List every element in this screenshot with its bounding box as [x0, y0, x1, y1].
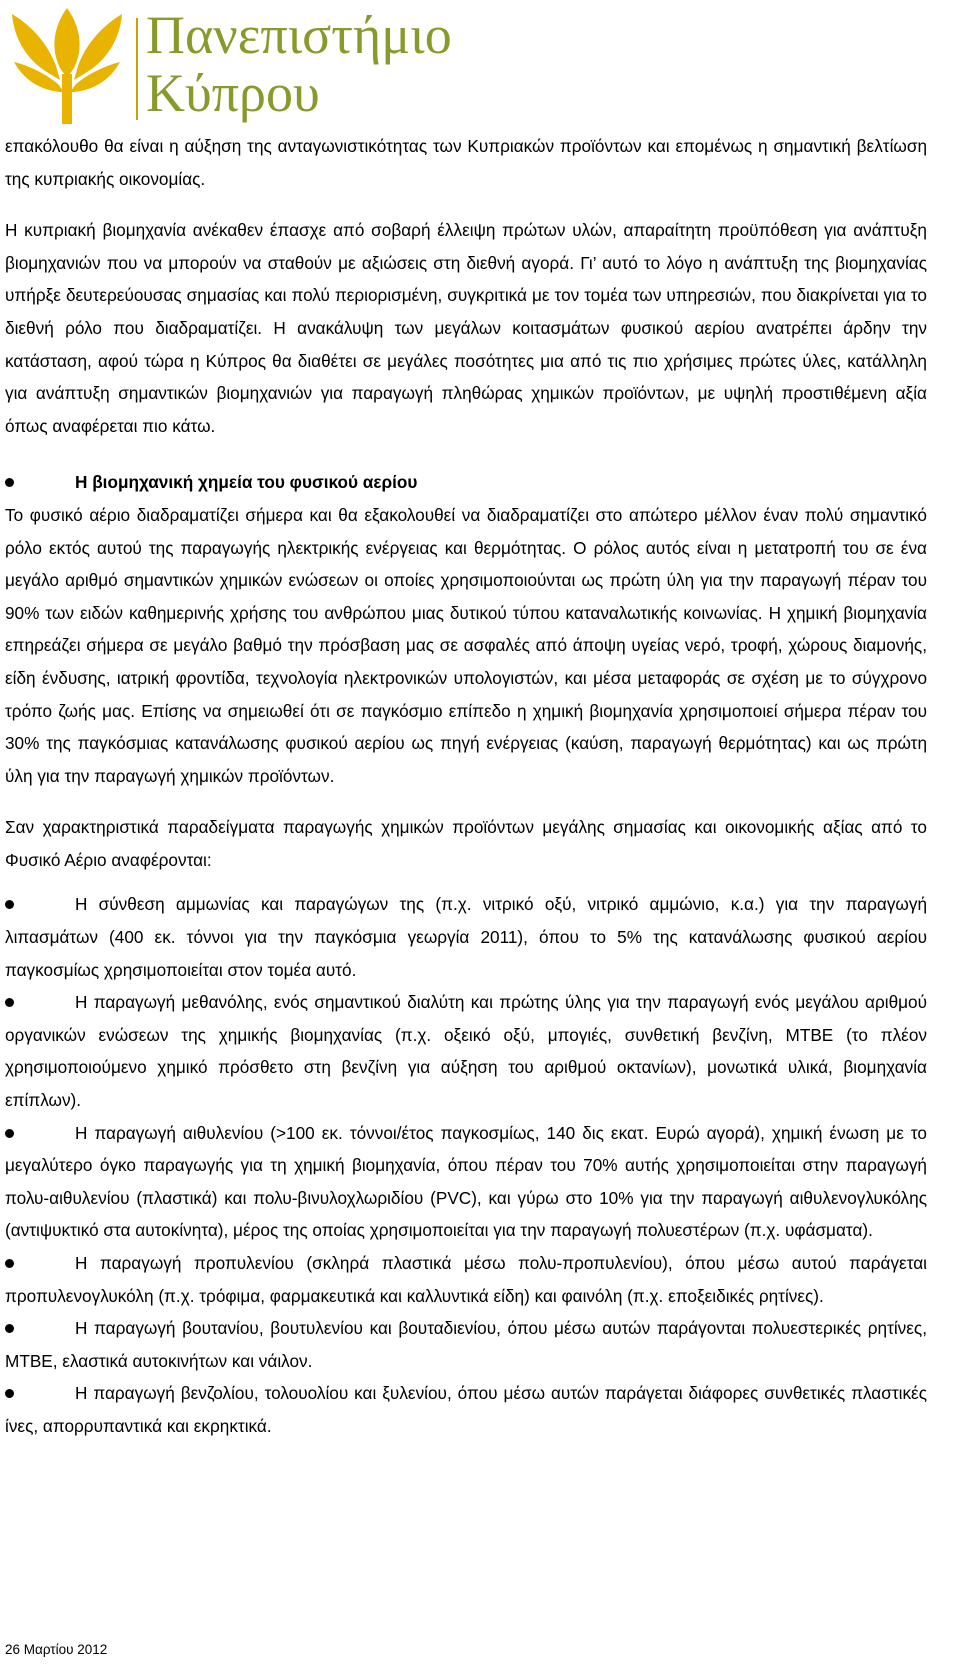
- university-name: [146, 6, 452, 122]
- university-logo-icon: [4, 4, 130, 128]
- examples-intro: Σαν χαρακτηριστικά παραδείγματα παραγωγής χημικών προϊόντων μεγάλης σημασίας και οικονομικής αξίας από το Φυσικό Αέριο αναφέρονται:: [5, 817, 927, 870]
- logo-divider: [136, 18, 138, 120]
- intro-paragraph: επακόλουθο θα είναι η αύξηση της ανταγωνιστικότητας των Κυπριακών προϊόντων και επομένως η σημαντική βελτίωση της κυπριακής οικονομίας.: [5, 136, 927, 189]
- list-item: Η παραγωγή βουτανίου, βουτυλενίου και βουταδιενίου, όπου μέσω αυτών παράγονται πολυεστερικές ρητίνες, MTBE, ελαστικά αυτοκινήτων και νάιλον.: [5, 1318, 927, 1371]
- list-item: Η παραγωγή βενζολίου, τολουολίου και ξυλενίου, όπου μέσω αυτών παράγεται διάφορες συνθετικές πλαστικές ίνες, απορρυπαντικά και εκρηκτικά.: [5, 1383, 927, 1436]
- logo-line-1: Πανεπιστήμιο: [146, 5, 452, 65]
- list-item: Η σύνθεση αμμωνίας και παραγώγων της (π.χ. νιτρικό οξύ, νιτρικό αμμώνιο, κ.α.) για την παραγωγή λιπασμάτων (400 εκ. τόννοι για την παγκόσμια γεωργία 2011), όπου το 5% της κατανάλωσης φυσικού αερίου παγκοσμίως χρησιμοποιείται στον τομέα αυτό.: [5, 894, 927, 980]
- bullet-icon: [5, 1324, 14, 1333]
- industry-paragraph: Η κυπριακή βιομηχανία ανέκαθεν έπασχε από σοβαρή έλλειψη πρώτων υλών, απαραίτητη προϋπόθεση για ανάπτυξη βιομηχανιών που να μπορούν να σταθούν με αξιώσεις στη διεθνή αγορά. Γι’ αυτό το λόγο η ανάπτυξη της βιομηχανίας υπήρξε δευτερεύουσας σημασίας και πολύ περιορισμένη, συγκριτικά με τον τομέα των υπηρεσιών, που διακρίνεται για το διεθνή ρόλο που διαδραματίζει. Η ανακάλυψη των μεγάλων κοιτασμάτων φυσικού αερίου ανατρέπει άρδην την κατάσταση, αφού τώρα η Κύπρος θα διαθέτει σε μεγάλες ποσότητες μια από τις πιο χρήσιμες πρώτες ύλες, κατάλληλη για ανάπτυξη σημαντικών βιομηχανιών για παραγωγή πληθώρας χημικών προϊόντων, με υψηλή προστιθέμενη αξία όπως αναφέρεται πιο κάτω.: [5, 220, 927, 436]
- bullet-icon: [5, 998, 14, 1007]
- footer-date: 26 Μαρτίου 2012: [5, 1642, 108, 1657]
- bullet-icon: [5, 1389, 14, 1398]
- list-item: Η παραγωγή αιθυλενίου (>100 εκ. τόννοι/έτος παγκοσμίως, 140 δις εκατ. Ευρώ αγορά), χημική ένωση με το μεγαλύτερο όγκο παραγωγής για τη χημική βιομηχανία, όπου πέραν του 70% αυτής χρησιμοποιείται στην παραγωγή πολυ-αιθυλενίου (πλαστικά) και πολυ-βινυλοχλωριδίου (PVC), και γύρω στο 10% για την παραγωγή αιθυλενογλυκόλης (αντιψυκτικό στα αυτοκίνητα), μέρος της οποίας χρησιμοποιείται για την παραγωγή πολυεστέρων (π.χ. υφάσματα).: [5, 1122, 927, 1241]
- bullet-icon: [5, 1129, 14, 1138]
- chemistry-paragraph: Το φυσικό αέριο διαδραματίζει σήμερα και θα εξακολουθεί να διαδραματίζει στο απώτερο μέλλον έναν πολύ σημαντικό ρόλο εκτός αυτού της παραγωγής ηλεκτρικής ενέργειας και θερμότητας. Ο ρόλος αυτός είναι η μετατροπή του σε ένα μεγάλο αριθμό σημαντικών χημικών ενώσεων οι οποίες χρησιμοποιούνται ως πρώτη ύλη για την παραγωγή πέραν του 90% των ειδών καθημερινής χρήσης του ανθρώπου μιας δυτικού τύπου καταναλωτικής κοινωνίας. Η χημική βιομηχανία επηρεάζει σήμερα σε μεγάλο βαθμό την πρόσβαση μας σε ασφαλές από άποψη υγείας νερό, τροφή, χώρους διαμονής, είδη ένδυσης, ιατρική φροντίδα, τεχνολογία ηλεκτρονικών υπολογιστών, και μέσα μεταφοράς σε σχέση με το σύγχρονο τρόπο ζωής μας. Επίσης να σημειωθεί ότι σε παγκόσμιο επίπεδο η χημική βιομηχανία χρησιμοποιεί σήμερα πέραν του 30% της παγκόσμιας κατανάλωσης φυσικού αερίου ως πηγή ενέργειας (καύση, παραγωγή θερμότητας) και ως πρώτη ύλη για την παραγωγή χημικών προϊόντων.: [5, 504, 927, 786]
- examples-list: [5, 888, 927, 1442]
- bullet-icon: [5, 900, 14, 909]
- list-item: Η παραγωγή προπυλενίου (σκληρά πλαστικά μέσω πολυ-προπυλενίου), όπου μέσω αυτού παράγεται προπυλενογλυκόλη (π.χ. τρόφιμα, φαρμακευτικά και καλλυντικά είδη) και φαινόλη (π.χ. εποξειδικές ρητίνες).: [5, 1253, 927, 1306]
- logo-line-2: Κύπρου: [146, 63, 320, 123]
- page-header: [4, 4, 474, 128]
- list-item: Η παραγωγή μεθανόλης, ενός σημαντικού διαλύτη και πρώτης ύλης για την παραγωγή ενός μεγάλου αριθμού οργανικών ενώσεων της χημικής βιομηχανίας (π.χ. οξεικό οξύ, μπογιές, συνθετική βενζίνη, MTBE (το πλέον χρησιμοποιούμενο χημικό πρόσθετο στη βενζίνη για αύξηση του αριθμού οκτανίων), μονωτικά υλικά, βιομηχανία επίπλων).: [5, 992, 927, 1111]
- section-heading-item: [5, 466, 927, 499]
- bullet-icon: [5, 1259, 14, 1268]
- bullet-icon: [5, 478, 14, 487]
- document-body: [5, 130, 927, 1443]
- section-heading: Η βιομηχανική χημεία του φυσικού αερίου: [75, 472, 418, 493]
